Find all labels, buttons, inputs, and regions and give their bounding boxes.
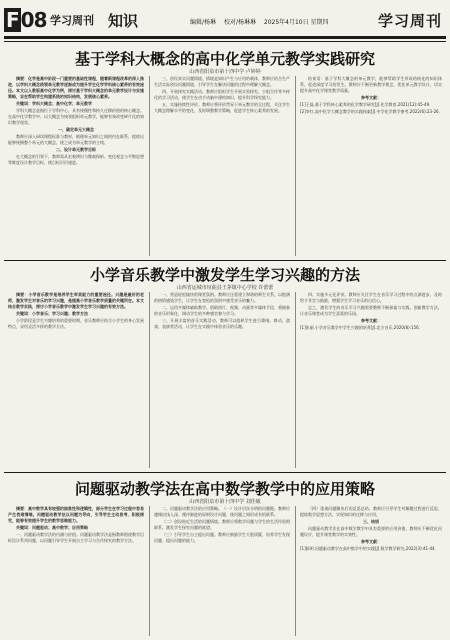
article-1-keywords: 关键词：学科大概念；高中化学；单元教学 (16, 101, 92, 106)
issue-date: 2025年4月10日 星期四 (263, 19, 329, 26)
article-divider (4, 472, 446, 473)
article-1-byline: 山西省阳泉市第十四中学 卢婷婷 (189, 69, 261, 75)
column-rule (295, 506, 296, 636)
paragraph: 四、开展探究实践活动。教师应组织学生开展实验探究、小组合作等多样化的学习活动，使学生在动手动脑中建构知识，提升科学探究能力。 (154, 89, 290, 100)
masthead-rule-thin (4, 41, 446, 42)
article-2-byline: 山西省运城市垣曲县王茅镇中心学校 许蕾蕾 (176, 285, 274, 291)
article-3-title: 问题驱动教学法在高中数学教学中的应用策略 (74, 480, 375, 498)
article-2-column-3 (300, 292, 442, 468)
column-rule (295, 76, 296, 256)
paragraph: 五、实施持续性评价。教师应将评价贯穿于单元教学的全过程，关注学生大概念理解水平的变化，及时调整教学策略，促进学生核心素养的发展。 (154, 102, 290, 113)
paragraph: 三、开展丰富的音乐实践活动。教师可以组织学生进行歌唱、律动、游戏、表演等活动，让学生在实践中体验音乐的乐趣。 (154, 318, 290, 329)
paragraph: 学科大概念是指位于学科中心，具有统摄性和持久迁移价值的核心概念。在高中化学教学中，以大概念为统领组织单元教学，能够有效改变碎片化的知识教学现状。 (8, 108, 144, 125)
reference-item: [1]陈明.问题驱动教学在高中数学中的实践[J].数学教学研究,2022(3):41-44. (300, 546, 436, 551)
paragraph: 教师应深入研读课程标准与教材，梳理单元知识之间的内在联系，提炼出能够统摄整个单元的大概念，使之成为单元教学的主线。 (8, 134, 144, 145)
article-3-column-1 (8, 506, 144, 636)
editor-label: 编辑/杨琳 (190, 19, 217, 26)
paragraph: 小学阶段是学生兴趣培养的重要时期，音乐教师应结合小学生的身心发展特点，采用灵活多样的教学方法。 (8, 318, 144, 329)
column-rule (149, 292, 150, 468)
paragraph: 二、运用多媒体辅助教学。借助图片、视频、动画等多媒体手段，将抽象的音乐形象化，调动学生的多种感官参与学习。 (154, 305, 290, 316)
article-3-byline: 山西省阳泉市第十四中学 刘佳敏 (189, 499, 261, 505)
article-1-abstract: 摘要：化学是高中阶段一门重要的基础性课程，随着新课程改革的深入推进，以学科大概念统领单元教学逐渐成为提升学生化学学科核心素养的有效途径。本文以人教版高中化学为例，探讨基于学科大概念的单元教学设计与实施策略，旨在帮助学生构建系统的知识结构，发展核心素养。 (8, 76, 144, 99)
column-rule (149, 506, 150, 636)
article-3-abstract: 摘要：高中数学具有较强的抽象性和逻辑性，部分学生在学习过程中容易产生畏难情绪。问题驱动教学法以问题为导向，引导学生主动思考、积极探究，能够有效提升学生的数学思维能力。 (8, 506, 144, 523)
article-2-column-1 (8, 292, 144, 468)
brand-title: 学习周刊 (377, 12, 442, 30)
paragraph: 结束语：基于学科大概念的单元教学，能够帮助学生形成结构化的知识体系，促进深度学习的发生。教师应不断更新教学理念，优化单元教学设计，切实提升高中化学课堂教学质量。 (300, 76, 442, 93)
article-1-column-1 (8, 76, 144, 256)
paragraph: 三、创设真实问题情境。情境是知识产生与应用的载体，教师应结合生产生活实际创设问题情境，引导学生在解决问题的过程中理解大概念。 (154, 76, 290, 87)
references-heading: 参考文献： (361, 539, 381, 544)
article-3-column-3 (300, 506, 442, 636)
article-2-keywords: 关键词：小学音乐；学习兴趣；教学方法 (16, 311, 88, 316)
paragraph: 在大概念的引领下，教师需从宏观辨识与微观探析、变化观念与平衡思想等维度设计教学目标，使目标层层递进。 (8, 154, 144, 165)
article-2-abstract: 摘要：小学音乐教学是培养学生审美能力的重要途径。兴趣是最好的老师，激发学生对音乐的学习兴趣，是提高小学音乐教学质量的关键所在。本文结合教学实践，探讨小学音乐教学中激发学生学习兴趣的有效方法。 (8, 292, 144, 309)
subheading: 三、结语 (363, 519, 379, 524)
article-2-column-2 (154, 292, 290, 468)
reference-item: [2]李红.高中化学大概念教学的实践探索[J].中学化学教学参考,2022(6):23-26. (300, 109, 440, 114)
column-rule (149, 76, 150, 256)
masthead-meta (190, 17, 335, 26)
article-2-title: 小学音乐教学中激发学生学习兴趣的方法 (89, 266, 360, 284)
masthead-rule (4, 36, 446, 39)
reference-item: [1]王磊.基于学科核心素养的化学教学研究[J].化学教育,2021(12):45-49. (300, 102, 431, 107)
article-1-column-3 (300, 76, 442, 256)
references-heading: 参考文献： (361, 318, 381, 323)
article-1-column-2 (154, 76, 290, 256)
paragraph: （二）创设贴近生活的问题情境。教师应将数学问题与学生的生活经验相联系，激发学生探究问题的欲望。 (154, 519, 290, 530)
paper-logo: 学习周刊 (50, 14, 94, 27)
paragraph: （三）引导学生自主提出问题。教师应鼓励学生大胆质疑，培养学生发现问题、提出问题的能力。 (154, 532, 290, 543)
article-1-title: 基于学科大概念的高中化学单元教学实践研究 (74, 50, 375, 68)
paragraph: 总之，激发学生的音乐学习兴趣需要教师不断探索与实践，创新教学方法，让音乐课堂成为学生喜爱的乐园。 (300, 305, 442, 316)
article-3-keywords: 关键词：问题驱动；高中数学；应用策略 (16, 525, 88, 530)
article-3-column-2 (154, 506, 290, 636)
masthead (0, 0, 450, 44)
subheading: 二、设计单元教学目标 (56, 147, 96, 152)
article-divider (4, 260, 446, 261)
reference-item: [1]张丽.小学音乐教学中学生兴趣的培养[J].北方音乐,2020(8):156. (300, 325, 420, 330)
page-number: F 08 (6, 8, 47, 32)
paragraph: 二、问题驱动教学法的应用策略。（一）设计层次分明的问题链。教师应遵循由浅入深、循序渐进的原则设计问题，使问题之间形成有机联系。 (154, 506, 290, 517)
paragraph: 四、实施多元化评价。教师应关注学生在音乐学习过程中的点滴进步，及时给予肯定与鼓励，增强学生学习音乐的自信心。 (300, 292, 442, 303)
column-rule (295, 292, 296, 468)
section-name: 知识 (108, 12, 139, 30)
references-heading: 参考文献： (361, 95, 381, 100)
subheading: 一、确定单元大概念 (58, 127, 94, 132)
paragraph: 一、营造轻松愉快的课堂氛围。教师应注重建立和谐的师生关系，以饱满的热情感染学生，让学生在宽松的氛围中感受音乐的魅力。 (154, 292, 290, 303)
proofreader-label: 校对/杨琳琳 (223, 19, 256, 26)
paragraph: 问题驱动教学法在高中数学教学中具有重要的应用价值，教师应不断优化问题设计，提升课堂教学的实效性。 (300, 526, 442, 537)
paragraph: （四）重视问题解决后的反思总结。教师应引导学生对解题过程进行反思，提炼数学思想方法，实现知识的迁移与应用。 (300, 506, 442, 517)
paragraph: 一、问题驱动教学法的内涵与价值。问题驱动教学法是指教师围绕教学目标设计系列问题，以问题引导学生开展自主学习与合作探究的教学方法。 (8, 532, 144, 543)
